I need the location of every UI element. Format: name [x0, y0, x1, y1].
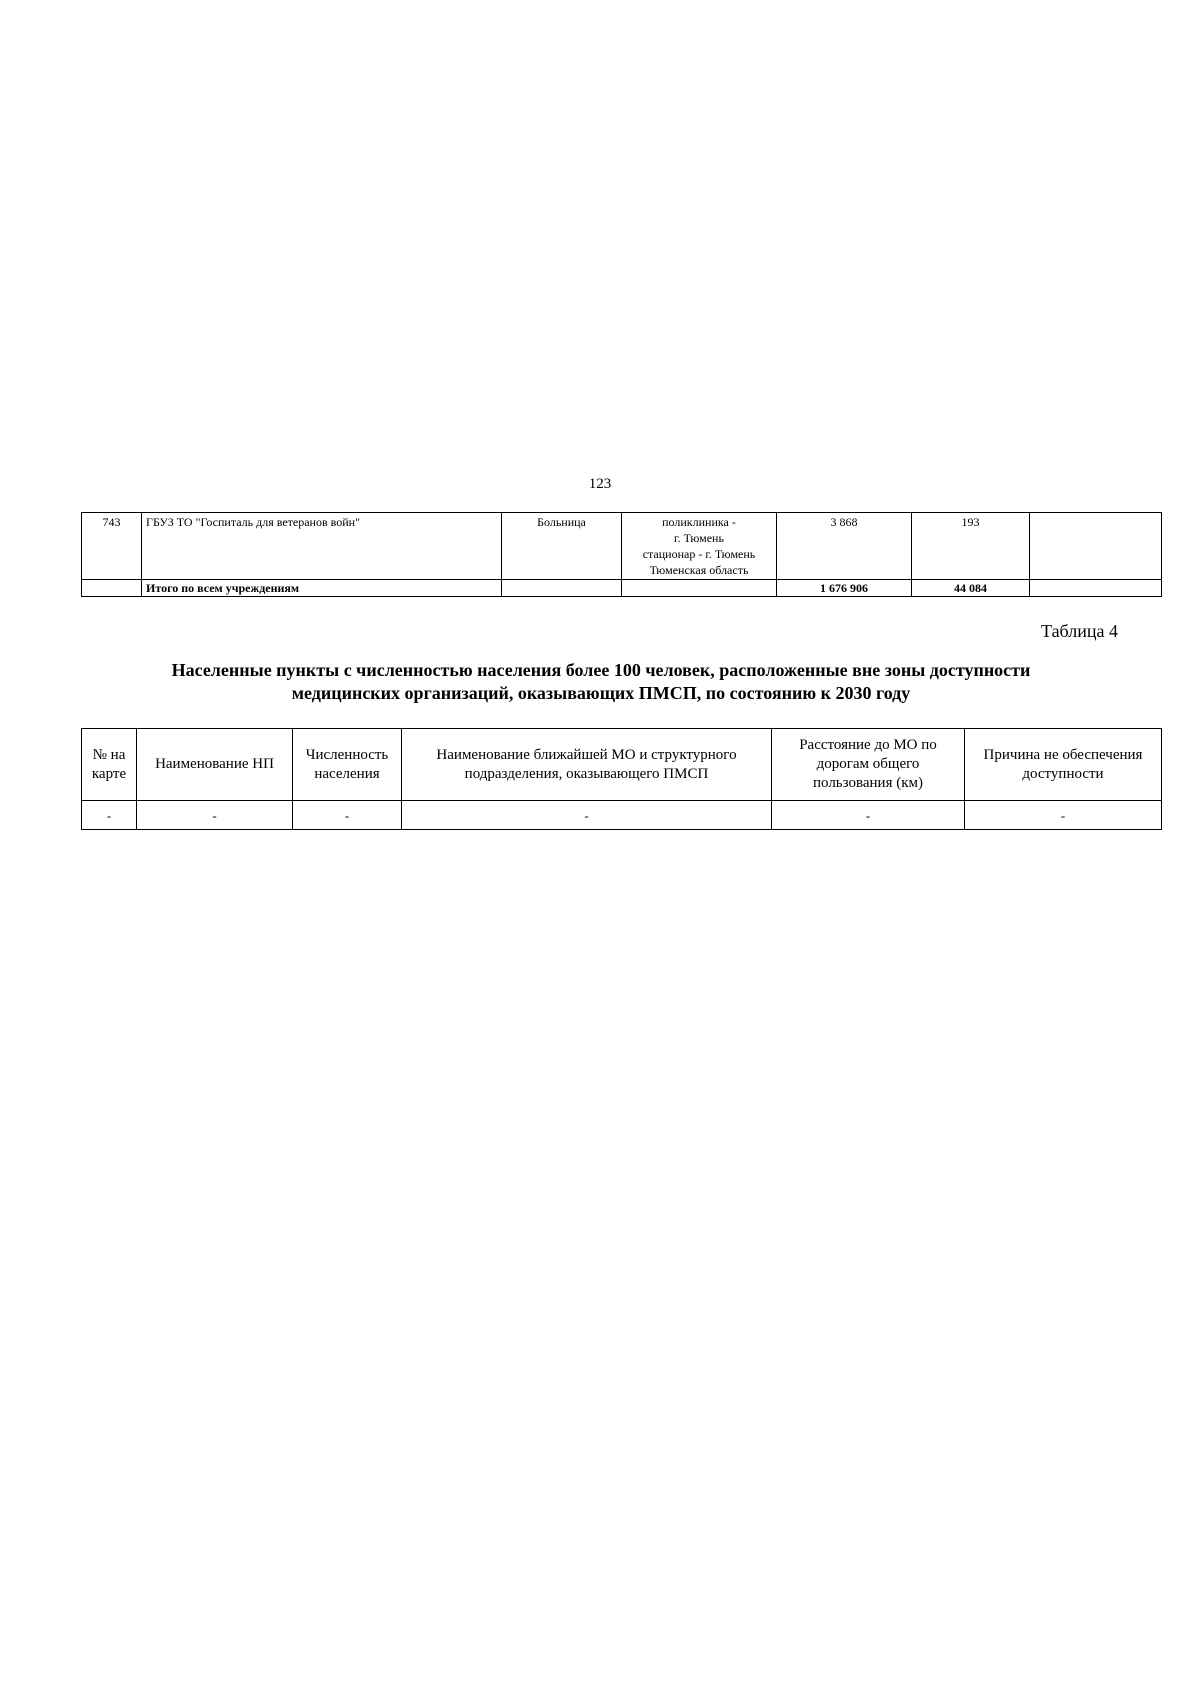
location-line: г. Тюмень	[674, 531, 724, 545]
continuation-table	[81, 512, 1162, 597]
header-line: доступности	[1022, 765, 1104, 782]
header-line: Наименование НП	[155, 756, 274, 772]
header-line: Расстояние до МО по	[799, 737, 937, 753]
table-heading	[81, 659, 1121, 705]
table-4	[81, 728, 1162, 830]
header-line: пользования (км)	[812, 775, 923, 791]
total-row	[82, 580, 1162, 597]
column-header-reason	[965, 729, 1162, 801]
header-line: подразделения, оказывающего ПМСП	[464, 765, 709, 782]
total-label: Итого по всем учреждениям	[142, 580, 502, 597]
column-header-settlement-name	[137, 729, 293, 801]
column-header-distance	[772, 729, 965, 801]
institution-name: ГБУЗ ТО "Госпиталь для ветеранов войн"	[142, 513, 502, 580]
column-header-population	[293, 729, 402, 801]
table-cell: -	[293, 801, 402, 830]
table-row	[82, 513, 1162, 580]
empty-cell	[1030, 513, 1162, 580]
total-value: 44 084	[912, 580, 1030, 597]
column-header-nearest-mo	[402, 729, 772, 801]
header-line: Численность	[305, 746, 389, 763]
empty-cell	[502, 580, 622, 597]
header-line: дорогам общего	[816, 756, 920, 772]
header-line: карте	[91, 765, 127, 782]
empty-cell	[82, 580, 142, 597]
header-row	[82, 729, 1162, 801]
header-line: Причина не обеспечения	[983, 746, 1143, 763]
row-number: 743	[82, 513, 142, 580]
header-line: населения	[314, 765, 380, 782]
heading-line: Населенные пункты с численностью населения более 100 человек, расположенные вне зоны доступности	[171, 660, 1031, 680]
institution-location	[622, 513, 777, 580]
institution-type: Больница	[502, 513, 622, 580]
table-cell: -	[137, 801, 293, 830]
location-line: поликлиника -	[662, 515, 736, 529]
total-value: 1 676 906	[777, 580, 912, 597]
header-line: № на	[92, 746, 126, 763]
heading-line: медицинских организаций, оказывающих ПМСП, по состоянию к 2030 году	[291, 683, 911, 703]
table-label: Таблица 4	[1041, 621, 1118, 641]
table-cell: -	[82, 801, 137, 830]
table-cell: -	[965, 801, 1162, 830]
location-line: стационар - г. Тюмень	[642, 547, 756, 561]
table-row	[82, 801, 1162, 830]
column-header-map-number	[82, 729, 137, 801]
page-number: 123	[588, 476, 612, 492]
header-line: Наименование ближайшей МО и структурного	[436, 746, 737, 763]
value-cell: 193	[912, 513, 1030, 580]
value-cell: 3 868	[777, 513, 912, 580]
table-cell: -	[402, 801, 772, 830]
table-cell: -	[772, 801, 965, 830]
location-line: Тюменская область	[649, 563, 749, 577]
empty-cell	[622, 580, 777, 597]
empty-cell	[1030, 580, 1162, 597]
